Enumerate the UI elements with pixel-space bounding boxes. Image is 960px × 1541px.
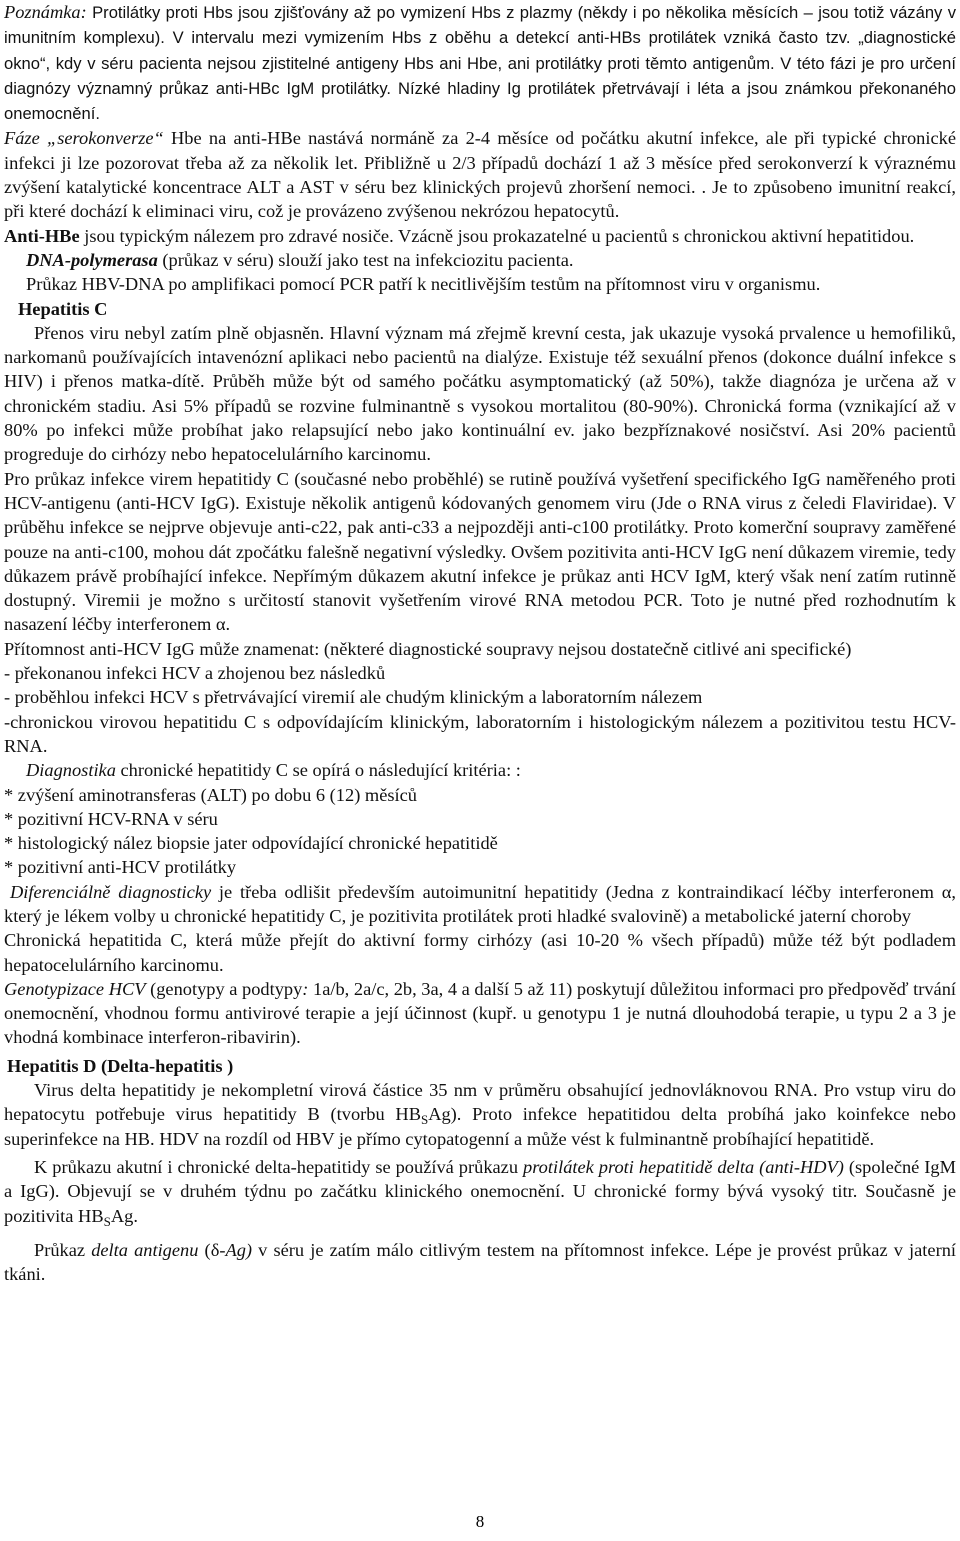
hdv-virus-paragraph (4, 1078, 956, 1151)
delta-antigen-paragraph (4, 1238, 956, 1287)
anti-hcv-meaning-item-1: - překonanou infekci HCV a zhojenou bez následků (4, 663, 386, 684)
anti-hbe-text: jsou typickým nálezem pro zdravé nosiče. Vzácně jsou prokazatelné u pacientů s chronickou aktivní hepatitidou. (79, 225, 915, 246)
colon: : (302, 978, 309, 999)
delta-antigen-text-end: v séru je zatím málo citlivým testem na přítomnost infekce. Lépe je provést průkaz v jaterní tkáni. (4, 1239, 956, 1285)
delta-antigen-text: Průkaz (34, 1239, 92, 1260)
hcv-transmission-paragraph: Přenos viru nebyl zatím plně objasněn. Hlavní význam má zřejmě krevní cesta, jak ukazuje vysoká prvalence u hemofiliků, narkomanů používajících intavenózní aplikaci nebo pacientů na dialýze. Existuje též sexuální přenos (dokonce duální infekce s HIV) i přenos matka-dítě. Průběh může být od samého počátku asymptomatický (až 50%), takže diagnóza je určena až v chronickém stadiu. Asi 5% případů se rozvine fulminantně s vysokou mortalitou (80-90%). Chronická forma (vznikající až v 80% po infekci může probíhat jako relapsující nebo jako kontinuální ev. jako bezpříznakové nosičství. Asi 20% pacientů progreduje do cirhózy nebo hepatocelulárního karcinomu. (4, 322, 956, 465)
note-emphasis: V této fázi je pro určení diagnózy významný průkaz anti-HBc IgM protilátky. (4, 53, 956, 98)
hdv-antibody-italic: protilátek proti hepatitidě delta (anti-HDV) (523, 1156, 844, 1177)
note-label: Poznámka: (4, 2, 87, 22)
criterion-3: * histologický nález biopsie jater odpovídající chronické hepatitidě (4, 833, 498, 854)
note-tail: Nízké hladiny Ig protilátek přetrvávají i léta a jsou známkou překonaného onemocnění. (4, 78, 956, 124)
hdv-virus-text-end: Ag). Proto infekce hepatitidou delta probíhá jako koinfekce nebo superinfekce na HB. HDV na rozdíl od HBV je přímo cytopatogenní a může vést k fulminantně probíhající hepatitidě. (4, 1104, 957, 1149)
differential-label: Diferenciálně diagnosticky (10, 881, 212, 902)
genotyping-paragraph (4, 977, 956, 1050)
hdv-virus-text: Virus delta hepatitidy je nekompletní virová částice 35 nm v průměru obsahující jednovláknovou RNA. Pro vstup viru do hepatocytu potřebuje virus hepatitidy B (tvorbu HB (4, 1080, 956, 1125)
hcv-diagnosis-text: Pro průkaz infekce virem hepatitidy C (současné nebo proběhlé) se rutině používá vyšetření specifického IgG naměřeného proti HCV-antigenu (anti-HCV IgG). Existuje několik antigenů kódovaných genomem viru (Jde o RNA virus z čeledi Flaviridae). V průběhu infekce se nejprve objevuje anti-c22, pak anti-c33 a nejpozději anti-c100 protilátky. Proto komerční soupravy zaměřené pouze na anti-c100, mohou dát zpočátku falešně negativní výsledky. Ovšem pozitivita anti-HCV IgG není důkazem viremie, tedy důkazem právě probíhající infekce. Nepřímým důkazem akutní infekce je průkaz anti HCV IgM, který však není zatím rutinně dostupný. Viremii je možno s určitostí stanovit vyšetřením virové RNA metodou PCR. Toto je nutné před rozhodnutím k nasazení léčby interferonem (4, 468, 956, 635)
anti-hcv-meaning-item-2: - proběhlou infekci HCV s přetrvávající viremií ale chudým klinickým a laboratorním nálezem (4, 687, 703, 708)
subscript-s: S (420, 1112, 429, 1128)
hbv-dna-paragraph: Průkaz HBV-DNA po amplifikaci pomocí PCR patří k necitlivějším testům na přítomnost viru v organismu. (26, 274, 821, 295)
seroconversion-text: Hbe na anti-HBe nastává normáně za 2-4 měsíce od počátku akutní infekce, ale při typické chronické infekci ji lze pozorovat třeba až za několik let. Přibližně u 2/3 případů dochází 1 až 3 měsíce před serokonverzí k výraznému zvýšení katalytické koncentrace ALT a AST v séru bez klinických projevů zhoršení nemoci. . Je to způsobeno imunitní reakcí, při které dochází k eliminaci viru, což je provázeno zvýšenou nekrózou hepatocytů. (4, 128, 956, 222)
page-number: 8 (475, 1512, 485, 1531)
hcv-diagnosis-paragraph (4, 467, 956, 637)
anti-hcv-meaning-item-3: -chronickou virovou hepatitidu C s odpovídajícím klinickým, laboratorním i histologickým nálezem a pozitivitou testu HCV-RNA. (4, 711, 956, 756)
delta-antigen-italic: delta antigenu (91, 1239, 199, 1260)
genotyping-text: (genotypy a podtypy (145, 978, 303, 999)
delta-symbol: δ (210, 1239, 220, 1260)
anti-hcv-meaning-intro: Přítomnost anti-HCV IgG může znamenat: (některé diagnostické soupravy nejsou dostatečně citlivé ani specifické) (4, 638, 852, 659)
dna-polymerase-label: DNA-polymerasa (26, 249, 158, 270)
diagnostics-paragraph (4, 758, 956, 782)
differential-text: je třeba odlišit především autoimunitní hepatitidy (Jedna z kontraindikací léčby interferonem (211, 881, 942, 902)
seroconversion-paragraph (4, 126, 956, 223)
hdv-antibody-text: K průkazu akutní i chronické delta-hepatitidy se používá průkazu (34, 1156, 524, 1177)
note-paragraph (4, 0, 956, 126)
heading-hepatitis-d: Hepatitis D (Delta-hepatitis ) (7, 1055, 234, 1076)
criterion-2: * pozitivní HCV-RNA v séru (4, 808, 218, 829)
dna-polymerase-text: (průkaz v séru) slouží jako test na infekciozitu pacienta. (157, 249, 574, 270)
chronic-hcv-paragraph: Chronická hepatitida C, která může přejít do aktivní formy cirhózy (asi 10-20 % všech případů) může též být podladem hepatocelulárního karcinomu. (4, 930, 956, 975)
differential-paragraph (4, 880, 956, 929)
subscript-s: S (103, 1213, 111, 1229)
diagnostics-text: chronické hepatitidy C se opírá o následující kritéria: : (115, 760, 521, 781)
open-paren: ( (198, 1239, 211, 1260)
diagnostics-label: Diagnostika (26, 760, 116, 781)
anti-hbe-label: Anti-HBe (4, 225, 80, 246)
period: . (225, 614, 231, 635)
document-page (4, 0, 956, 1286)
hdv-antibody-paragraph (4, 1155, 956, 1228)
heading-hepatitis-c: Hepatitis C (18, 298, 108, 319)
hdv-antibody-text-2: (společné IgM a IgG). Objevují se v druhém týdnu po začátku klinického onemocnění. U chronické formy bývá vysoký titr. Současně je pozitivita HB (4, 1156, 956, 1226)
criterion-1: * zvýšení aminotransferas (ALT) po dobu 6 (12) měsíců (4, 784, 418, 805)
note-text: Protilátky proti Hbs jsou zjišťovány až po vymizení Hbs z plazmy (někdy i po několika měsících – jsou totiž vázány v imunitním komplexu). V intervalu mezi vymizením Hbs z oběhu a detekcí anti-HBs protilátek vzniká často tzv. „diagnostické okno“, kdy v séru pacienta nejsou zjistitelné antigeny Hbs ani Hbe, ani protilátky proti těmto antigenům. (4, 3, 956, 73)
alpha-symbol: α (941, 881, 952, 902)
differential-text-end: , který je lékem volby u chronické hepatitidy C, je pozitivita protilátek proti hladké svalovině) a metabolické jaterní choroby (4, 881, 956, 926)
genotyping-label: Genotypizace HCV (4, 978, 146, 999)
anti-hbe-paragraph (4, 224, 956, 248)
genotyping-text-end: 1a/b, 2a/c, 2b, 3a, 4 a další 5 až 11) poskytují důležitou informaci pro předpověď trvání onemocnění, vhodnou formu antivirové terapie a její účinnost (kupř. u genotypu 1 je nutná dlouhodobá terapie, u typu 2 a 3 je vhodná kombinace interferon-ribavirin). (4, 978, 956, 1048)
alpha-symbol: α (215, 614, 226, 635)
seroconversion-label: Fáze „serokonverze“ (4, 128, 164, 149)
delta-ag-italic: -Ag) (219, 1239, 253, 1260)
criterion-4: * pozitivní anti-HCV protilátky (4, 857, 237, 878)
hdv-antibody-text-end: Ag. (110, 1205, 138, 1226)
dna-polymerase-paragraph (4, 248, 956, 272)
